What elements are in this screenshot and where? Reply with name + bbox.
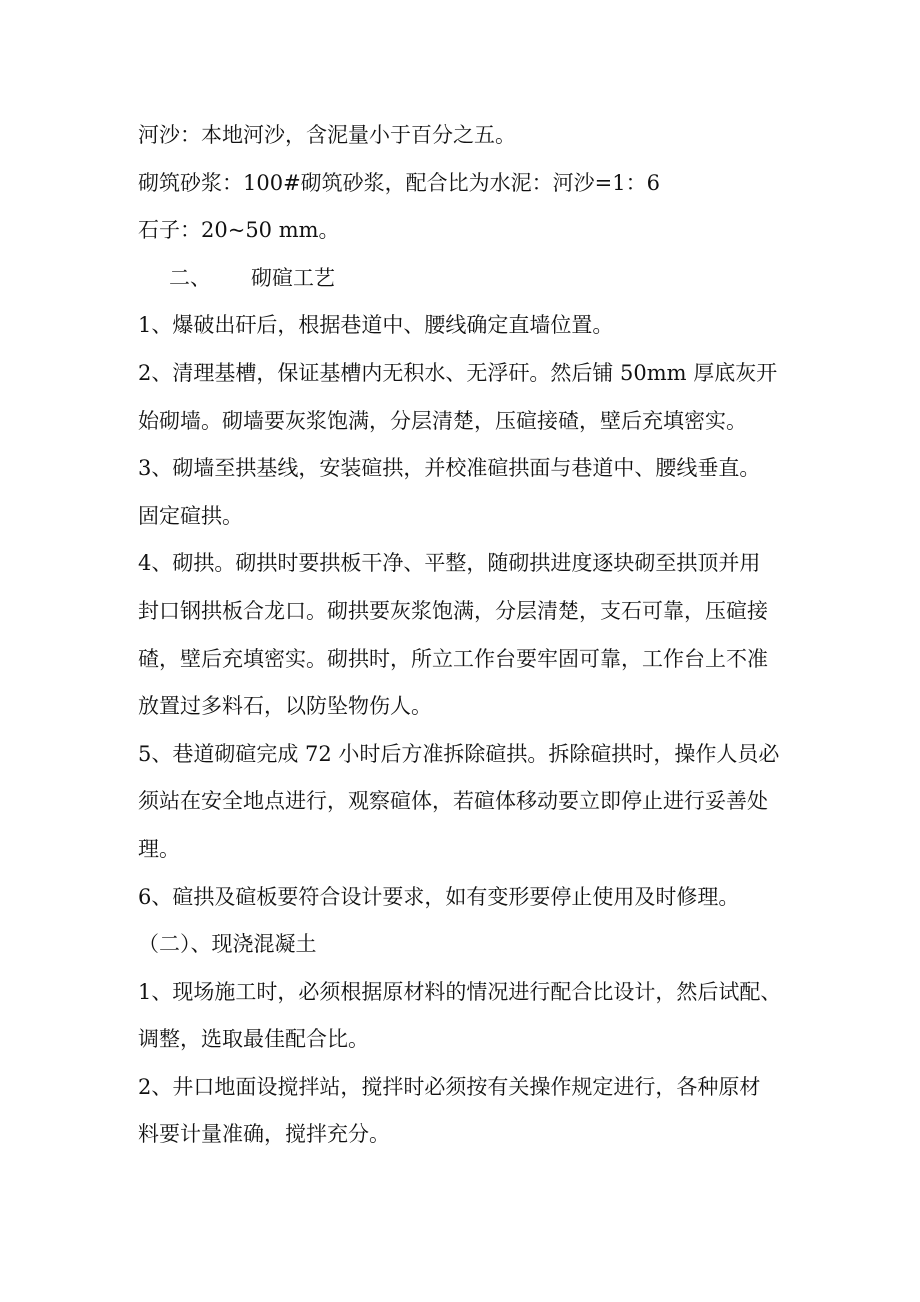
text-line: 河沙：本地河沙，含泥量小于百分之五。 [138, 123, 516, 147]
text-line: 4、砌拱。砌拱时要拱板干净、平整，随砌拱进度逐块砌至拱顶并用 [138, 551, 761, 576]
section-heading-title: 砌碹工艺 [251, 265, 335, 290]
text-line: 放置过多料石，以防坠物伤人。 [138, 694, 432, 719]
text-line: 料要计量准确，搅拌充分。 [138, 1122, 390, 1147]
document-body [138, 112, 788, 1159]
subsection-heading: （二）、现浇混凝土 [138, 932, 317, 957]
text-line: 5、巷道砌碹完成 72 小时后方准拆除碹拱。拆除碹拱时，操作人员必 [138, 741, 780, 766]
section-heading-number: 二、 [169, 265, 211, 290]
text-line: 碴，壁后充填密实。砌拱时，所立工作台要牢固可靠，工作台上不准 [138, 646, 768, 671]
text-line: 砌筑砂浆：100#砌筑砂浆，配合比为水泥：河沙=1：6 [138, 170, 660, 195]
text-line: 调整，选取最佳配合比。 [138, 1027, 369, 1052]
text-line: 3、砌墙至拱基线，安装碹拱，并校准碹拱面与巷道中、腰线垂直。 [138, 456, 761, 481]
text-line: 石子：20~50 mm。 [138, 218, 340, 243]
text-line: 固定碹拱。 [138, 503, 243, 528]
text-line: 2、井口地面设搅拌站，搅拌时必须按有关操作规定进行，各种原材 [138, 1074, 761, 1099]
text-line: 2、清理基槽，保证基槽内无积水、无浮矸。然后铺 50mm 厚底灰开 [138, 360, 778, 385]
text-line: 封口钢拱板合龙口。砌拱要灰浆饱满，分层清楚，支石可靠，压碹接 [138, 598, 768, 623]
text-line: 1、现场施工时，必须根据原材料的情况进行配合比设计，然后试配、 [138, 979, 782, 1004]
text-line: 理。 [138, 836, 180, 861]
text-line: 1、爆破出矸后，根据巷道中、腰线确定直墙位置。 [138, 313, 614, 338]
text-line: 须站在安全地点进行，观察碹体，若碹体移动要立即停止进行妥善处 [138, 789, 768, 814]
text-line: 始砌墙。砌墙要灰浆饱满，分层清楚，压碹接碴，壁后充填密实。 [138, 408, 747, 433]
section-heading [138, 255, 788, 303]
text-line: 6、碹拱及碹板要符合设计要求，如有变形要停止使用及时修理。 [138, 884, 740, 909]
